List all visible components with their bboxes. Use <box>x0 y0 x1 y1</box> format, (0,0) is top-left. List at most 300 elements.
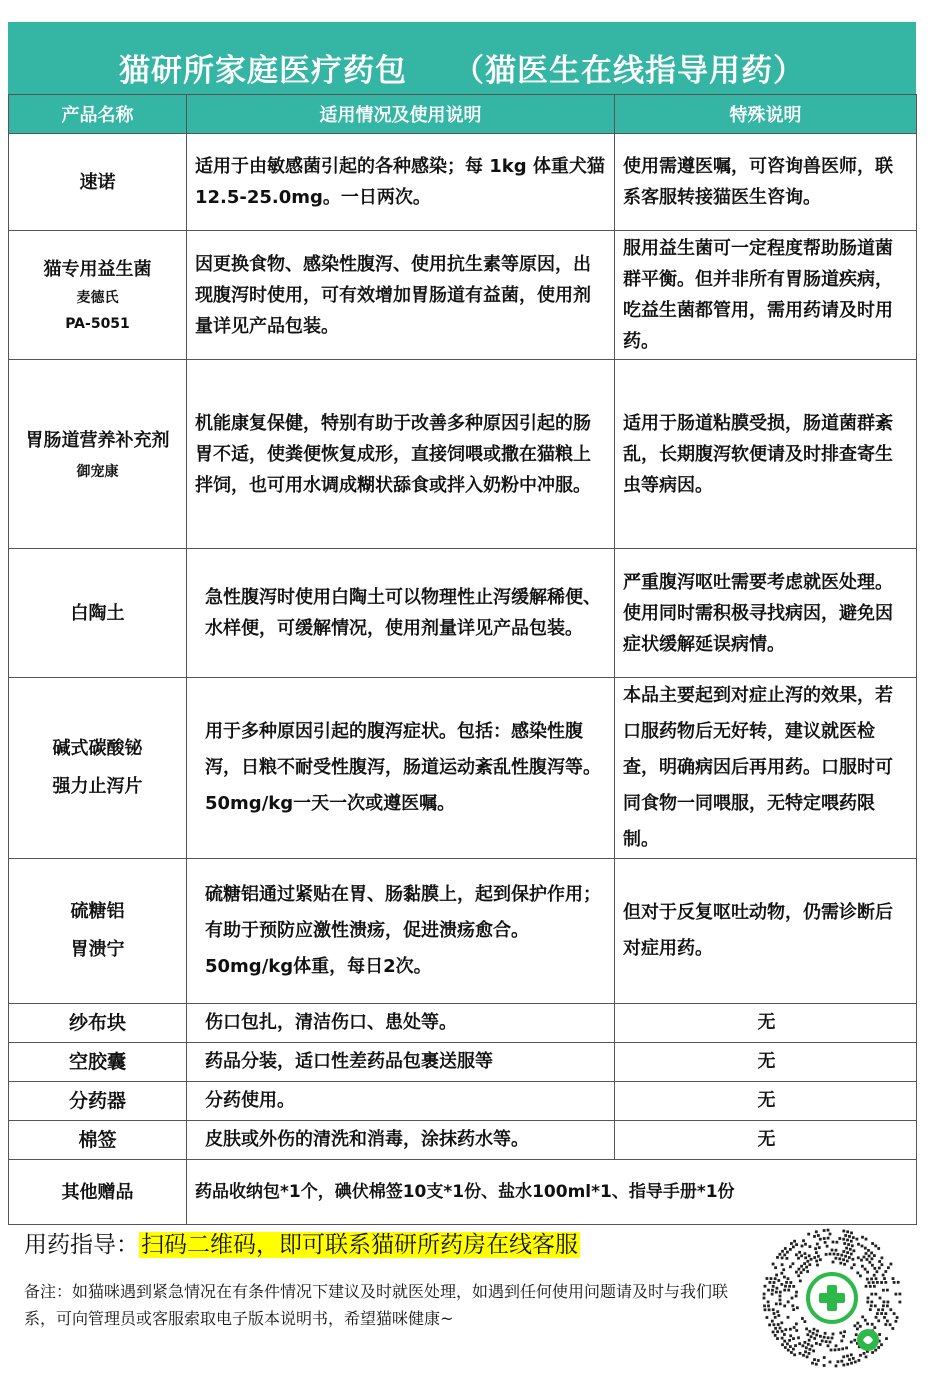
qr-dot <box>874 1349 877 1352</box>
qr-dot <box>821 1340 824 1343</box>
qr-dot <box>806 1260 809 1263</box>
qr-dot <box>809 1348 812 1351</box>
usage-cell: 适用于由敏感菌引起的各种感染；每 1kg 体重犬猫 12.5-25.0mg。一日两次。 <box>187 134 615 231</box>
qr-dot <box>850 1267 853 1270</box>
qr-dot <box>815 1363 818 1366</box>
qr-dot <box>776 1310 779 1313</box>
qr-dot <box>815 1251 818 1254</box>
qr-dot <box>852 1236 855 1239</box>
qr-dot <box>857 1256 860 1259</box>
qr-dot <box>873 1267 876 1270</box>
table-row <box>9 678 917 859</box>
qr-dot <box>885 1337 888 1340</box>
qr-dot <box>842 1250 845 1253</box>
qr-dot <box>887 1266 890 1269</box>
qr-dot <box>865 1356 868 1359</box>
qr-dot <box>795 1253 798 1256</box>
qr-dot <box>781 1337 784 1340</box>
product-name: 碱式碳酸铋 <box>52 738 143 759</box>
qr-dot <box>775 1291 778 1294</box>
qr-dot <box>847 1243 850 1246</box>
qr-dot <box>783 1340 786 1343</box>
qr-dot <box>882 1274 885 1277</box>
product-name: 分药器 <box>9 1082 187 1121</box>
qr-dot <box>864 1319 867 1322</box>
qr-dot <box>775 1274 778 1277</box>
qr-dot <box>877 1319 880 1322</box>
qr-dot <box>873 1254 876 1257</box>
qr-dot <box>882 1304 885 1307</box>
product-name: 胃肠道营养补充剂 <box>25 430 170 451</box>
qr-dot <box>858 1359 861 1362</box>
qr-dot <box>832 1241 835 1244</box>
qr-dot <box>776 1287 779 1290</box>
qr-dot <box>819 1258 822 1261</box>
qr-dot <box>784 1346 787 1349</box>
qr-dot <box>774 1277 777 1280</box>
qr-dot <box>856 1238 859 1241</box>
qr-dot <box>794 1344 797 1347</box>
qr-dot <box>792 1348 795 1351</box>
qr-dot <box>805 1346 808 1349</box>
qr-dot <box>797 1336 800 1339</box>
qr-dot <box>781 1263 784 1266</box>
qr-dot <box>853 1263 856 1266</box>
qr-dot <box>844 1255 847 1258</box>
qr-dot <box>877 1308 880 1311</box>
qr-dot <box>827 1229 830 1232</box>
note-cell: 使用需遵医嘱，可咨询兽医师，联系客服转接猫医生咨询。 <box>615 134 917 231</box>
qr-dot <box>853 1249 856 1252</box>
qr-dot <box>841 1348 844 1351</box>
qr-dot <box>859 1325 862 1328</box>
qr-dot <box>871 1242 874 1245</box>
qr-dot <box>819 1343 822 1346</box>
qr-dot <box>853 1339 856 1342</box>
qr-dot <box>876 1270 879 1273</box>
gift-list-cell: 药品收纳包*1个，碘伏棉签10支*1份、盐水100ml*1、指导手册*1份 <box>187 1160 917 1225</box>
qr-code-icon[interactable] <box>762 1228 902 1368</box>
qr-dot <box>861 1245 864 1248</box>
qr-dot <box>766 1316 769 1319</box>
qr-dot <box>851 1244 854 1247</box>
qr-dot <box>843 1242 846 1245</box>
qr-dot <box>869 1308 872 1311</box>
qr-dot <box>798 1251 801 1254</box>
qr-dot <box>783 1254 786 1257</box>
qr-dot <box>874 1293 877 1296</box>
qr-dot <box>777 1314 780 1317</box>
qr-dot <box>852 1258 855 1261</box>
qr-dot <box>866 1301 869 1304</box>
qr-dot <box>881 1257 884 1260</box>
qr-dot <box>845 1247 848 1250</box>
product-alt-name: 强力止泻片 <box>52 776 143 797</box>
qr-dot <box>827 1336 830 1339</box>
qr-dot <box>865 1252 868 1255</box>
qr-dot <box>787 1301 790 1304</box>
qr-dot <box>773 1323 776 1326</box>
qr-dot <box>789 1328 792 1331</box>
page-title: 猫研所家庭医疗药包 <box>119 53 407 89</box>
qr-dot <box>789 1265 792 1268</box>
qr-dot <box>787 1349 790 1352</box>
qr-dot <box>815 1342 818 1345</box>
qr-dot <box>850 1341 853 1344</box>
qr-dot <box>866 1258 869 1261</box>
qr-dot <box>811 1362 814 1365</box>
qr-dot <box>797 1257 800 1260</box>
qr-dot <box>864 1247 867 1250</box>
qr-dot <box>802 1268 805 1271</box>
note-cell: 服用益生菌可一定程度帮助肠道菌群平衡。但并非所有胃肠道疾病，吃益生菌都管用，需用药请及时用药。 <box>615 231 917 360</box>
qr-dot <box>895 1320 898 1323</box>
qr-code-graphic <box>762 1228 902 1368</box>
qr-dot <box>842 1238 845 1241</box>
qr-dot <box>796 1306 799 1309</box>
qr-dot <box>781 1257 784 1260</box>
qr-dot <box>817 1255 820 1258</box>
qr-dot <box>866 1271 869 1274</box>
note-cell: 本品主要起到对症止泻的效果，若口服药物后无好转，建议就医检查，明确病因后再用药。口服时可同食物一同喂服，无特定喂药限制。 <box>615 678 917 859</box>
usage-cell: 用于多种原因引起的腹泻症状。包括：感染性腹泻，日粮不耐受性腹泻，肠道运动紊乱性腹泻等。50mg/kg一天一次或遵医嘱。 <box>187 678 615 859</box>
qr-dot <box>783 1276 786 1279</box>
qr-dot <box>774 1316 777 1319</box>
qr-dot <box>846 1363 849 1366</box>
qr-dot <box>845 1347 848 1350</box>
qr-dot <box>783 1333 786 1336</box>
qr-dot <box>887 1301 890 1304</box>
qr-dot <box>861 1316 864 1319</box>
qr-dot <box>802 1344 805 1347</box>
qr-dot <box>808 1330 811 1333</box>
qr-dot <box>868 1255 871 1258</box>
qr-dot <box>812 1332 815 1335</box>
usage-cell: 急性腹泻时使用白陶土可以物理性止泻缓解稀便、水样便，可缓解情况，使用剂量详见产品包装。 <box>187 549 615 678</box>
qr-dot <box>812 1350 815 1353</box>
qr-dot <box>817 1359 820 1362</box>
qr-dot <box>871 1264 874 1267</box>
qr-dot <box>792 1337 795 1340</box>
product-name: 纱布块 <box>9 1004 187 1043</box>
qr-dot <box>829 1361 832 1364</box>
qr-dot <box>779 1303 782 1306</box>
qr-dot <box>824 1241 827 1244</box>
usage-cell: 皮肤或外伤的清洗和消毒，涂抹药水等。 <box>187 1121 615 1160</box>
qr-dot <box>889 1323 892 1326</box>
qr-dot <box>780 1272 783 1275</box>
qr-dot <box>773 1312 776 1315</box>
qr-dot <box>819 1238 822 1241</box>
qr-dot <box>871 1257 874 1260</box>
qr-dot <box>795 1243 798 1246</box>
qr-dot <box>878 1267 881 1270</box>
qr-dot <box>850 1353 853 1356</box>
qr-dot <box>776 1330 779 1333</box>
title-bar <box>8 22 916 94</box>
qr-dot <box>788 1285 791 1288</box>
table-row <box>9 360 917 549</box>
qr-dot <box>824 1332 827 1335</box>
qr-dot <box>823 1336 826 1339</box>
qr-dot <box>873 1326 876 1329</box>
qr-dot <box>829 1233 832 1236</box>
qr-dot <box>771 1293 774 1296</box>
qr-dot <box>811 1345 814 1348</box>
qr-dot <box>782 1268 785 1271</box>
qr-dot <box>878 1333 881 1336</box>
qr-dot <box>843 1330 846 1333</box>
qr-dot <box>814 1247 817 1250</box>
qr-dot <box>771 1320 774 1323</box>
product-name-cell <box>9 360 187 549</box>
usage-cell: 药品分装，适口性差药品包裹送服等 <box>187 1043 615 1082</box>
qr-dot <box>850 1240 853 1243</box>
qr-dot <box>870 1293 873 1296</box>
qr-dot <box>839 1332 842 1335</box>
qr-dot <box>804 1341 807 1344</box>
qr-dot <box>813 1358 816 1361</box>
table-row <box>9 859 917 1004</box>
qr-dot <box>883 1277 886 1280</box>
qr-dot <box>874 1305 877 1308</box>
qr-dot <box>861 1236 864 1239</box>
qr-dot <box>884 1281 887 1284</box>
qr-dot <box>805 1328 808 1331</box>
qr-dot <box>816 1243 819 1246</box>
qr-dot <box>852 1357 855 1360</box>
qr-dot <box>779 1253 782 1256</box>
qr-dot <box>827 1237 830 1240</box>
qr-dot <box>868 1281 871 1284</box>
qr-dot <box>769 1281 772 1284</box>
qr-dot <box>807 1233 810 1236</box>
product-name: 猫专用益生菌 <box>43 258 152 280</box>
qr-dot <box>863 1256 866 1259</box>
qr-dot <box>881 1263 884 1266</box>
qr-dot <box>886 1289 889 1292</box>
qr-dot <box>861 1265 864 1268</box>
table-row <box>9 1004 917 1043</box>
qr-dot <box>764 1308 767 1311</box>
qr-dot <box>871 1351 874 1354</box>
qr-dot <box>859 1275 862 1278</box>
qr-dot <box>779 1299 782 1302</box>
qr-dot <box>809 1245 812 1248</box>
qr-dot <box>804 1350 807 1353</box>
qr-dot <box>846 1230 849 1233</box>
qr-dot <box>831 1337 834 1340</box>
qr-dot <box>873 1285 876 1288</box>
qr-dot <box>825 1340 828 1343</box>
qr-dot <box>880 1312 883 1315</box>
qr-dot <box>792 1262 795 1265</box>
qr-dot <box>798 1342 801 1345</box>
product-name-cell <box>9 231 187 360</box>
guide-label: 用药指导： <box>24 1232 139 1258</box>
qr-dot <box>772 1263 775 1266</box>
qr-dot <box>884 1323 887 1326</box>
qr-dot <box>826 1245 829 1248</box>
qr-dot <box>768 1324 771 1327</box>
table-row <box>9 134 917 231</box>
qr-dot <box>840 1340 843 1343</box>
qr-dot <box>795 1329 798 1332</box>
note-cell: 无 <box>615 1043 917 1082</box>
qr-dot <box>870 1278 873 1281</box>
note-cell: 严重腹泻呕吐需要考虑就医处理。使用同时需积极寻找病因，避免因症状缓解延误病情。 <box>615 549 917 678</box>
qr-dot <box>880 1343 883 1346</box>
qr-dot <box>884 1270 887 1273</box>
qr-dot <box>763 1297 766 1300</box>
qr-dot <box>808 1339 811 1342</box>
qr-dot <box>854 1361 857 1364</box>
qr-dot <box>893 1281 896 1284</box>
guide-highlight: 扫码二维码，即可联系猫研所药房在线客服 <box>141 1232 578 1258</box>
header-product-name: 产品名称 <box>9 95 187 134</box>
qr-dot <box>842 1258 845 1261</box>
qr-dot <box>860 1259 863 1262</box>
qr-dot <box>831 1249 834 1252</box>
qr-dot <box>856 1328 859 1331</box>
qr-dot <box>870 1301 873 1304</box>
qr-dot <box>797 1274 800 1277</box>
qr-dot <box>873 1274 876 1277</box>
qr-dot <box>870 1252 873 1255</box>
qr-dot <box>806 1356 809 1359</box>
qr-dot <box>808 1263 811 1266</box>
qr-dot <box>889 1308 892 1311</box>
qr-dot <box>787 1316 790 1319</box>
qr-dot <box>856 1322 859 1325</box>
page-subtitle: （猫医生在线指导用药） <box>453 53 805 89</box>
qr-dot <box>789 1248 792 1251</box>
qr-dot <box>791 1297 794 1300</box>
qr-dot <box>895 1293 898 1296</box>
qr-dot <box>813 1235 816 1238</box>
remark-text: 备注：如猫咪遇到紧急情况在有条件情况下建议及时就医处理，如遇到任何使用问题请及时与我们联系，可向管理员或客服索取电子版本说明书，希望猫咪健康~ <box>24 1282 729 1328</box>
qr-dot <box>842 1230 845 1233</box>
qr-dot <box>808 1352 811 1355</box>
qr-dot <box>816 1330 819 1333</box>
qr-dot <box>781 1250 784 1253</box>
qr-dot <box>772 1331 775 1334</box>
qr-dot <box>804 1256 807 1259</box>
qr-dot <box>823 1237 826 1240</box>
qr-dot <box>768 1308 771 1311</box>
qr-dot <box>784 1328 787 1331</box>
qr-dot <box>892 1277 895 1280</box>
qr-dot <box>836 1241 839 1244</box>
qr-dot <box>816 1264 819 1267</box>
product-name-cell <box>9 134 187 231</box>
qr-dot <box>857 1243 860 1246</box>
qr-dot <box>815 1334 818 1337</box>
header-special-note: 特殊说明 <box>615 95 917 134</box>
qr-dot <box>834 1349 837 1352</box>
qr-dot <box>786 1257 789 1260</box>
qr-dot <box>838 1257 841 1260</box>
qr-dot <box>799 1280 802 1283</box>
qr-dot <box>840 1360 843 1363</box>
qr-dot <box>766 1277 769 1280</box>
qr-dot <box>783 1289 786 1292</box>
qr-dot <box>871 1323 874 1326</box>
qr-dot <box>825 1253 828 1256</box>
qr-dot <box>856 1272 859 1275</box>
qr-dot <box>829 1253 832 1256</box>
qr-dot <box>777 1279 780 1282</box>
qr-dot <box>879 1297 882 1300</box>
qr-dot <box>897 1281 900 1284</box>
qr-dot <box>846 1260 849 1263</box>
usage-cell: 机能康复保健，特别有助于改善多种原因引起的肠胃不适，使粪便恢复成形，直接饲喂或撒在猫粮上拌饲，也可用水调成糊状舔食或拌入奶粉中冲服。 <box>187 360 615 549</box>
qr-dot <box>791 1304 794 1307</box>
qr-dot <box>808 1254 811 1257</box>
qr-dot <box>864 1268 867 1271</box>
qr-dot <box>875 1316 878 1319</box>
product-name: 空胶囊 <box>9 1043 187 1082</box>
qr-dot <box>792 1308 795 1311</box>
product-brand: 麦德氏 <box>76 289 119 306</box>
table-row <box>9 1121 917 1160</box>
qr-dot <box>804 1252 807 1255</box>
qr-dot <box>818 1246 821 1249</box>
table-header-row <box>9 95 917 134</box>
table-row <box>9 1082 917 1121</box>
medication-guide <box>24 1228 754 1262</box>
qr-dot <box>805 1266 808 1269</box>
qr-dot <box>869 1285 872 1288</box>
qr-dot <box>813 1256 816 1259</box>
qr-dot <box>835 1249 838 1252</box>
qr-dot <box>865 1285 868 1288</box>
qr-dot <box>883 1316 886 1319</box>
qr-dot <box>776 1256 779 1259</box>
note-cell: 无 <box>615 1004 917 1043</box>
qr-dot <box>849 1248 852 1251</box>
qr-dot <box>774 1327 777 1330</box>
qr-dot <box>795 1295 798 1298</box>
qr-dot <box>801 1317 804 1320</box>
qr-dot <box>772 1285 775 1288</box>
qr-dot <box>817 1234 820 1237</box>
qr-dot <box>800 1265 803 1268</box>
qr-dot <box>793 1353 796 1356</box>
qr-dot <box>835 1365 838 1368</box>
qr-dot <box>842 1335 845 1338</box>
footer <box>24 1228 754 1332</box>
usage-cell: 分药使用。 <box>187 1082 615 1121</box>
qr-dot <box>823 1364 826 1367</box>
qr-dot <box>785 1281 788 1284</box>
qr-dot <box>810 1335 813 1338</box>
qr-dot <box>823 1356 826 1359</box>
qr-dot <box>779 1327 782 1330</box>
qr-dot <box>838 1348 841 1351</box>
qr-dot <box>848 1358 851 1361</box>
qr-dot <box>837 1360 840 1363</box>
product-name: 白陶土 <box>70 602 125 624</box>
table-row <box>9 231 917 360</box>
qr-dot <box>795 1291 798 1294</box>
note-cell: 无 <box>615 1121 917 1160</box>
qr-dot <box>772 1308 775 1311</box>
qr-dot <box>866 1323 869 1326</box>
qr-dot <box>810 1258 813 1261</box>
header-usage: 适用情况及使用说明 <box>187 95 615 134</box>
qr-dot <box>883 1301 886 1304</box>
